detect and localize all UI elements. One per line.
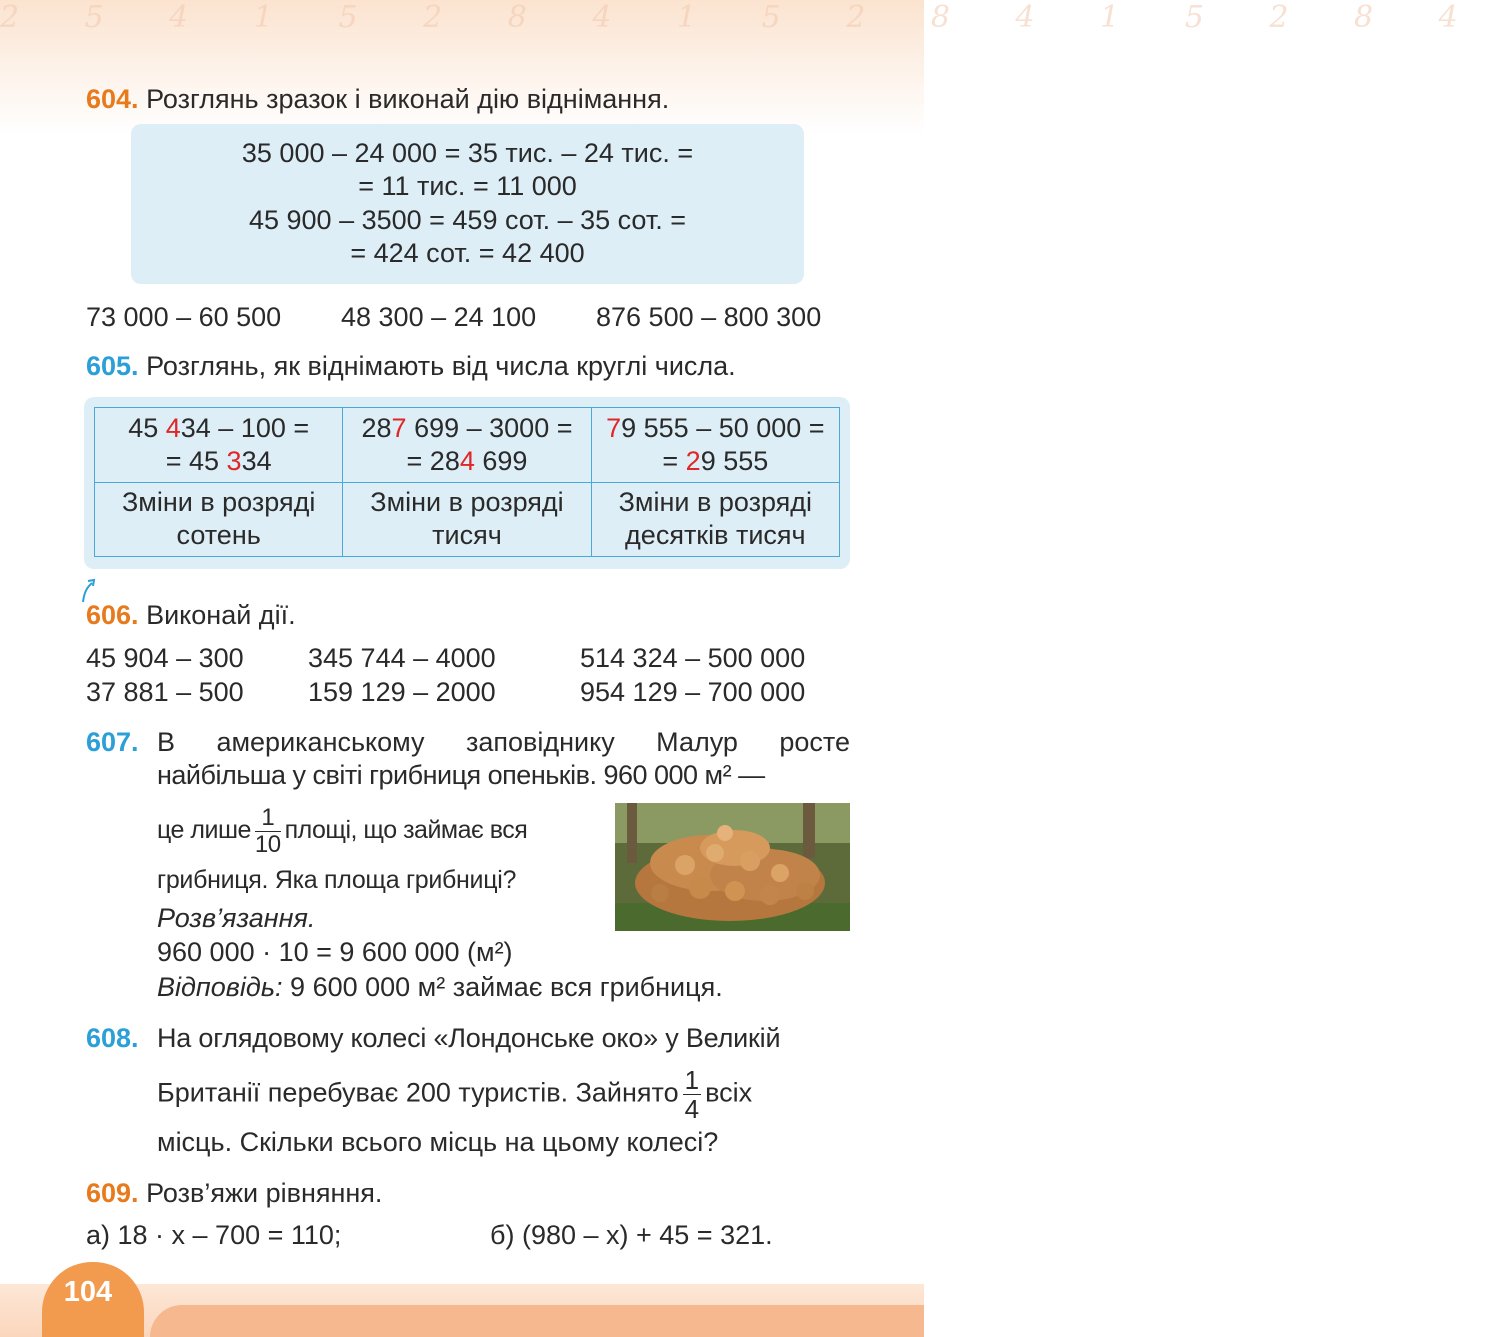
exercise: 45 904 – 300 — [86, 643, 244, 673]
bottom-decor-strip — [150, 1305, 924, 1337]
task-text: найбільша у світі грибниця опеньків. 960 000 м² — — [157, 760, 765, 790]
exercise: 345 744 – 4000 — [308, 643, 496, 673]
task-text: В американському заповіднику Малур росте — [157, 727, 850, 757]
task-text: Виконай дії. — [146, 600, 296, 630]
equation-b: б) (980 – x) + 45 = 321. — [490, 1220, 773, 1250]
task-number: 608. — [86, 1023, 139, 1053]
answer-line — [157, 971, 723, 1004]
rank-change-table — [94, 407, 840, 557]
exercise: 37 881 – 500 — [86, 677, 244, 707]
task-608 — [86, 1022, 139, 1055]
exercise: 514 324 – 500 000 — [580, 643, 806, 673]
task-605 — [86, 350, 736, 383]
fraction: $\frac{1}{10}$ — [254, 804, 281, 858]
task-609 — [86, 1177, 382, 1210]
table-cell: 79 555 – 50 000 = = 29 555 — [591, 408, 839, 483]
task-number: 607. — [86, 727, 139, 757]
mushroom-colony-photo — [615, 803, 850, 931]
fraction: $\frac{1}{4}$ — [684, 1065, 700, 1124]
task-number: 604. — [86, 84, 139, 114]
page-number: 104 — [63, 1276, 113, 1308]
task-text: Розв’яжи рівняння. — [146, 1178, 383, 1208]
equation-a: а) 18 · x – 700 = 110; — [86, 1220, 342, 1250]
answer-text: 9 600 000 м² займає вся грибниця. — [290, 972, 723, 1002]
table-cell: 45 434 – 100 = = 45 334 — [95, 408, 343, 483]
task-number: 605. — [86, 351, 139, 381]
task-text: грибниця. Яка площа грибниці? — [157, 866, 517, 894]
task-text: місць. Скільки всього місць на цьому колесі? — [157, 1127, 719, 1157]
exercise: 876 500 – 800 300 — [596, 302, 822, 332]
sample-line: = 424 сот. = 42 400 — [350, 238, 585, 268]
exercise: 48 300 – 24 100 — [341, 302, 537, 332]
exercise: 73 000 – 60 500 — [86, 302, 282, 332]
task-text: Розглянь, як віднімають від числа круглі числа. — [146, 351, 736, 381]
task-604 — [86, 83, 669, 116]
task-607 — [86, 726, 139, 759]
table-caption-cell: Зміни в розряді тисяч — [343, 482, 591, 557]
exercise: 954 129 – 700 000 — [580, 677, 806, 707]
rank-change-table-box — [84, 397, 850, 569]
solution-label: Розв’язання. — [157, 903, 316, 933]
task-text: це лише $\frac{1}{10}$ площі, що займає вся — [157, 804, 528, 858]
sample-line: = 11 тис. = 11 000 — [358, 171, 577, 201]
solution-line: 960 000 · 10 = 9 600 000 (м²) — [157, 937, 513, 967]
decor-digits: 2 5 4 1 5 2 8 4 1 5 2 8 4 1 5 2 8 4 — [0, 0, 1486, 35]
task-text: Британії перебуває 200 туристів. Зайнято $\frac{1}{4}$ всіх — [157, 1065, 753, 1124]
task-number: 606. — [86, 600, 139, 630]
table-caption-cell: Зміни в розряді десятків тисяч — [591, 482, 839, 557]
task-606 — [86, 599, 296, 632]
sample-line: 35 000 – 24 000 = 35 тис. – 24 тис. = — [241, 138, 694, 168]
task-text: Розглянь зразок і виконай дію віднімання. — [146, 84, 670, 114]
task-number: 609. — [86, 1178, 139, 1208]
task-text: На оглядовому колесі «Лондонське око» у Великій — [157, 1023, 781, 1053]
answer-label: Відповідь: — [157, 972, 283, 1002]
sample-line: 45 900 – 3500 = 459 сот. – 35 сот. = — [248, 205, 686, 235]
sample-box — [131, 124, 804, 284]
table-cell: 287 699 – 3000 = = 284 699 — [343, 408, 591, 483]
exercise: 159 129 – 2000 — [308, 677, 496, 707]
table-caption-cell: Зміни в розряді сотень — [95, 482, 343, 557]
